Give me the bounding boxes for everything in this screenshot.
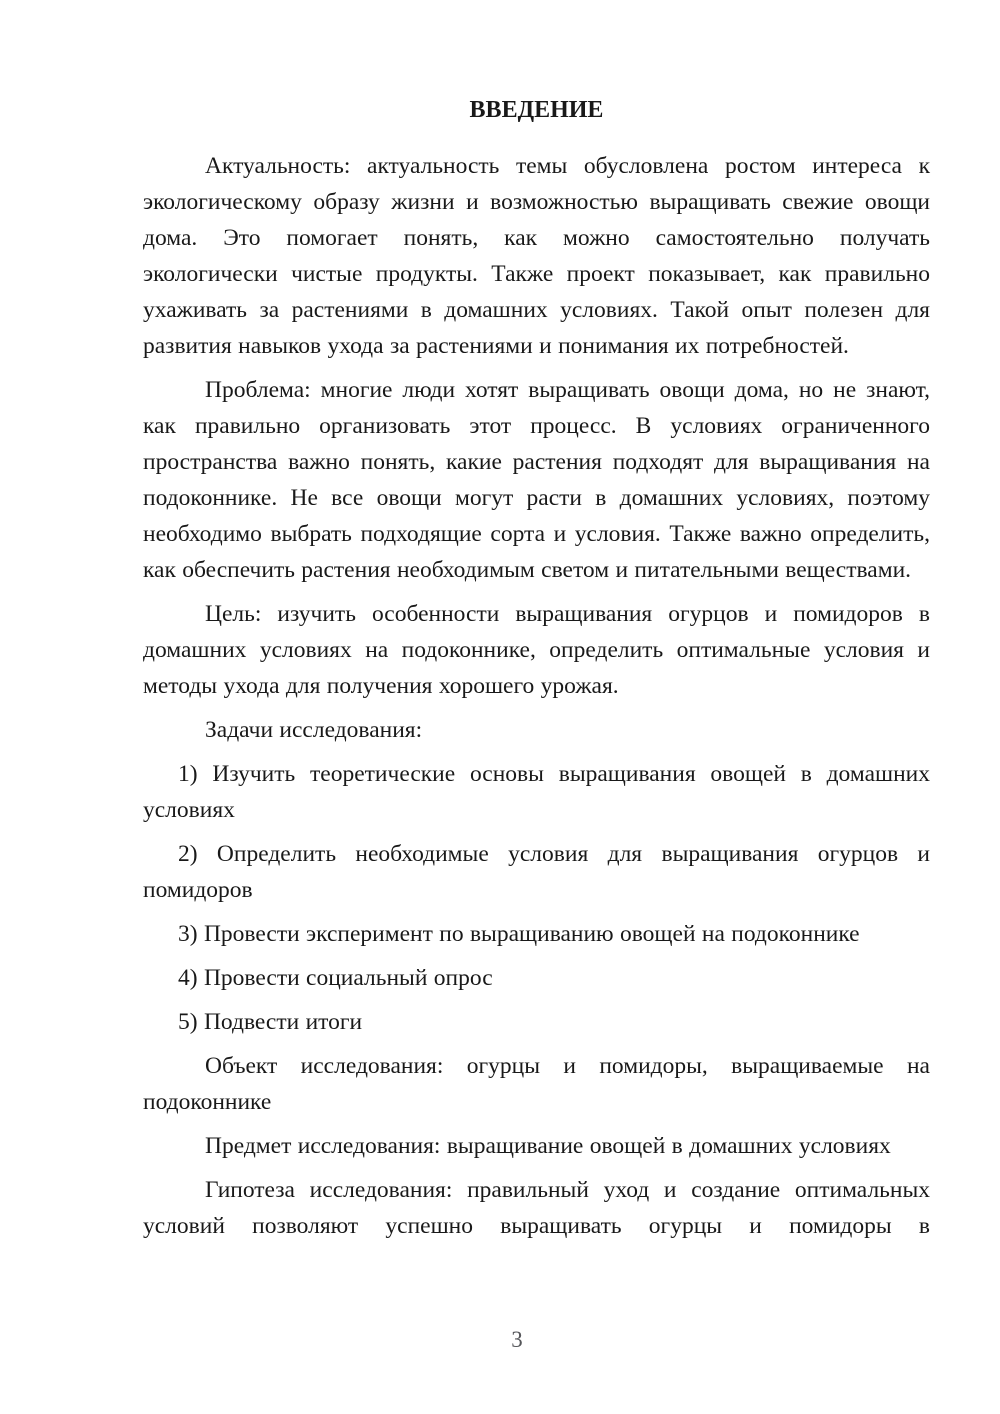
tasks-heading: Задачи исследования:: [205, 717, 423, 743]
task-item-5: 5) Подвести итоги: [178, 1009, 363, 1035]
paragraph-relevance: Актуальность: актуальность темы обусловлена ростом интереса к экологическому образу жизни и возможностью выращивать свежие овощи дома. Это помогает понять, как можно самостоятельно получать экологически чистые продукты. Также проект показывает, как правильно ухаживать за растениями в домашних условиях. Такой опыт полезен для развития навыков ухода за растениями и понимания их потребностей.: [143, 153, 930, 359]
task-item-2: 2) Определить необходимые условия для выращивания огурцов и помидоров: [143, 841, 930, 903]
paragraph-subject: Предмет исследования: выращивание овощей в домашних условиях: [205, 1133, 891, 1159]
paragraph-hypothesis: Гипотеза исследования: правильный уход и создание оптимальных условий позволяют успешно выращивать огурцы и помидоры в: [143, 1177, 930, 1239]
section-title: ВВЕДЕНИЕ: [469, 97, 604, 123]
task-item-3: 3) Провести эксперимент по выращиванию овощей на подоконнике: [178, 921, 860, 947]
page-body: [143, 92, 930, 1244]
task-item-4: 4) Провести социальный опрос: [178, 965, 493, 991]
page-number: 3: [511, 1327, 523, 1352]
paragraph-goal: Цель: изучить особенности выращивания огурцов и помидоров в домашних условиях на подоконнике, определить оптимальные условия и методы ухода для получения хорошего урожая.: [143, 601, 930, 699]
task-item-1: 1) Изучить теоретические основы выращивания овощей в домашних условиях: [143, 761, 930, 823]
paragraph-object: Объект исследования: огурцы и помидоры, выращиваемые на подоконнике: [143, 1053, 930, 1115]
paragraph-problem: Проблема: многие люди хотят выращивать овощи дома, но не знают, как правильно организовать этот процесс. В условиях ограниченного пространства важно понять, какие растения подходят для выращивания на подоконнике. Не все овощи могут расти в домашних условиях, поэтому необходимо выбрать подходящие сорта и условия. Также важно определить, как обеспечить растения необходимым светом и питательными веществами.: [143, 377, 930, 583]
